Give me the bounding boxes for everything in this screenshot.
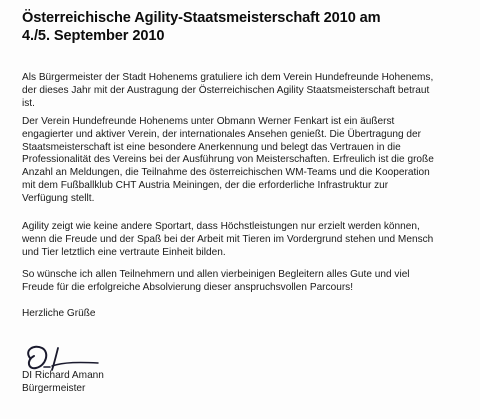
text-line: Professionalität des Vereins bei der Ausführung von Meisterschaften. Erfreulich ist die große <box>22 154 434 166</box>
letter-title-line: Österreichische Agility-Staatsmeisterschaft 2010 am <box>22 10 381 26</box>
text-line: der dieses Jahr mit der Austragung der Österreichischen Agility Staatsmeisterschaft betraut <box>22 84 430 96</box>
text-line: Als Bürgermeister der Stadt Hohenems gratuliere ich dem Verein Hundefreunde Hohenems, <box>22 72 434 83</box>
paragraph-wishes <box>22 269 472 295</box>
text-line: mit dem Fußballklub CHT Austria Meiningen, der die erforderliche Infrastruktur zur <box>22 179 389 191</box>
text-line: Freude für die erfolgreiche Absolvierung dieser anspruchsvollen Parcours! <box>22 281 354 293</box>
closing-greeting: Herzliche Grüße <box>22 308 96 319</box>
text-line: Der Verein Hundefreunde Hohenems unter Obmann Werner Fenkart ist ein äußerst <box>22 116 395 127</box>
paragraph-agility <box>22 221 472 259</box>
text-line: Anzahl an Meldungen, die Teilnahme des österreichischen WM-Teams und die Kooperation <box>22 167 430 179</box>
text-line: Staatsmeisterschaft ist eine besondere Anerkennung und belegt das Vertrauen in die <box>22 141 401 153</box>
text-line: wenn die Freude und der Spaß bei der Arbeit mit Tieren im Vordergrund stehen und Mensch <box>22 233 434 245</box>
signatory-role: Bürgermeister <box>22 383 86 394</box>
text-line: und Tier letztlich eine vertraute Einheit bilden. <box>22 246 226 258</box>
text-line: Agility zeigt wie keine andere Sportart, dass Höchstleistungen nur erzielt werden können, <box>22 221 420 232</box>
paragraph-club-description <box>22 116 472 206</box>
text-line: Verfügung stellt. <box>22 192 95 204</box>
letter-title <box>22 9 462 45</box>
signatory-name: DI Richard Amann <box>22 370 104 381</box>
text-line: So wünsche ich allen Teilnehmern und allen vierbeinigen Begleitern alles Gute und viel <box>22 269 410 280</box>
letter-title-line: 4./5. September 2010 <box>22 28 165 44</box>
text-line: ist. <box>22 97 35 109</box>
text-line: engagierter und aktiver Verein, der internationales Ansehen genießt. Die Übertragung der <box>22 128 421 140</box>
paragraph-congratulation <box>22 72 472 110</box>
